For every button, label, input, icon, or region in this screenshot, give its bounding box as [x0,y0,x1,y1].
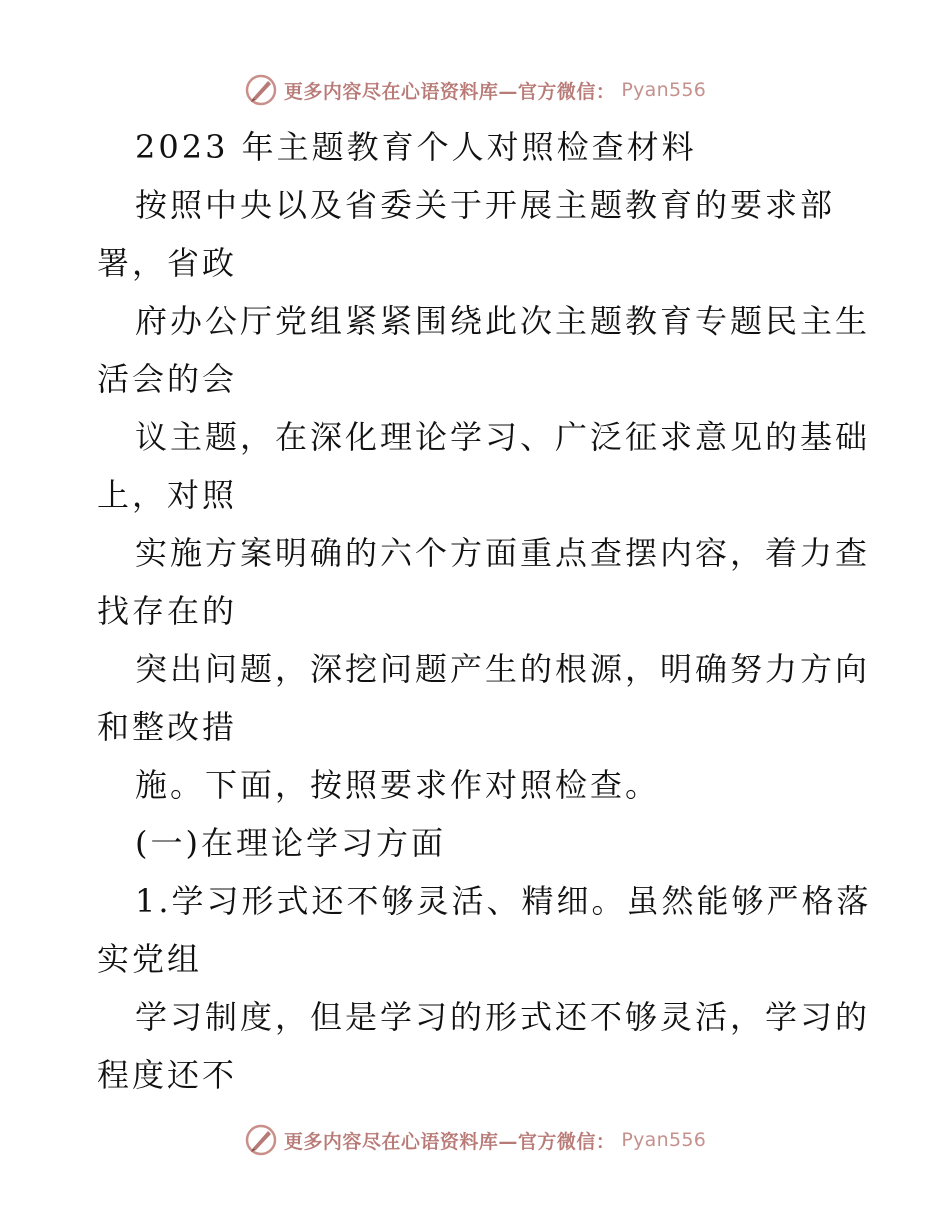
paragraph-line: 突出问题，深挖问题产生的根源，明确努力方向 [135,650,871,688]
paragraph-line: 和整改措 [97,708,238,746]
paragraph-line: 找存在的 [97,592,238,630]
paragraph-line: 署，省政 [97,244,238,282]
paragraph-line: 程度还不 [97,1056,238,1094]
document-title: 2023 年主题教育个人对照检查材料 [135,128,697,166]
paragraph-line: 上，对照 [97,476,238,514]
quill-pen-logo-icon [244,1123,278,1157]
quill-pen-logo-icon [244,73,278,107]
section-heading: (一)在理论学习方面 [135,824,446,862]
paragraph-line: 1.学习形式还不够灵活、精细。虽然能够严格落 [135,882,872,920]
paragraph-line: 实施方案明确的六个方面重点查摆内容，着力查 [135,534,871,572]
paragraph-line: 活会的会 [97,360,238,398]
paragraph-line: 议主题，在深化理论学习、广泛征求意见的基础 [135,418,871,456]
footer-banner [0,1120,950,1160]
paragraph-line: 学习制度，但是学习的形式还不够灵活，学习的 [135,998,871,1036]
footer-banner-contact: Pyan556 [621,1129,707,1151]
paragraph-line: 府办公厅党组紧紧围绕此次主题教育专题民主生 [135,302,871,340]
paragraph-line: 施。下面，按照要求作对照检查。 [135,766,661,804]
header-banner-text: 更多内容尽在心语资料库—官方微信： [283,80,616,103]
header-banner-contact: Pyan556 [621,79,707,101]
document-body [97,118,872,1104]
paragraph-line: 按照中央以及省委关于开展主题教育的要求部 [135,186,836,224]
paragraph-line: 实党组 [97,940,203,978]
header-banner [0,70,950,110]
footer-banner-text: 更多内容尽在心语资料库—官方微信： [283,1130,616,1153]
